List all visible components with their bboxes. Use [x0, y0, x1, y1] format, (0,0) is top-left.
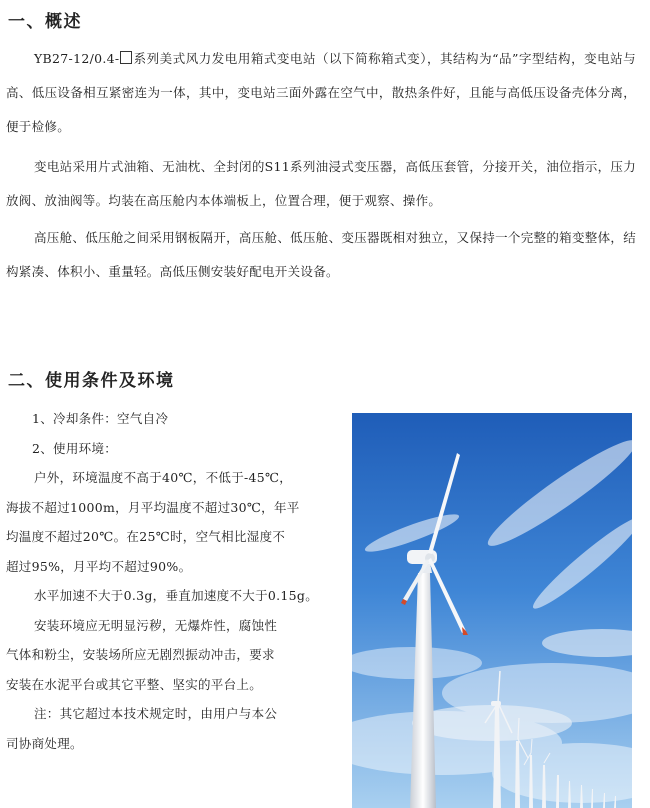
installation-line: 安装在水泥平台或其它平整、坚实的平台上。 — [6, 676, 263, 692]
overview-paragraph-1 — [6, 42, 636, 144]
acceleration-line: 水平加速不大于0.3g，垂直加速度不大于0.15g。 — [34, 588, 319, 603]
section-1-heading: 一、概述 — [8, 12, 82, 32]
installation-line: 安装环境应无明显污秽，无爆炸性，腐蚀性 — [34, 617, 278, 633]
overview-paragraph-1-text: 系列美式风力发电用箱式变电站（以下简称箱式变），其结构为“品”字型结构，变电站与高、低压设备相互紧密连为一体，其中，变电站三面外露在空气中，散热条件好，且能与高低压设备壳体分离，便于检修。 — [6, 51, 636, 134]
environment-line: 超过95%，月平均不超过90%。 — [6, 558, 192, 574]
note-line: 注：其它超过本技术规定时，由用户与本公 — [34, 706, 278, 721]
environment-line: 均温度不超过20℃。在25℃时，空气相比湿度不 — [6, 529, 286, 544]
placeholder-box-icon — [120, 51, 132, 64]
overview-paragraph-2: 变电站采用片式油箱、无油枕、全封闭的S11系列油浸式变压器，高低压套管，分接开关，油位指示，压力放阀、放油阀等。均装在高压舱内本体端板上，位置合理，便于观察、操作。 — [6, 159, 636, 208]
cooling-condition-line: 1、冷却条件：空气自冷 — [32, 411, 169, 426]
environment-label-line: 2、使用环境： — [32, 440, 118, 456]
environment-line: 户外，环境温度不高于40℃，不低于-45℃， — [34, 470, 293, 485]
model-prefix: YB27-12/0.4- — [34, 51, 120, 66]
overview-paragraph-3: 高压舱、低压舱之间采用钢板隔开，高压舱、低压舱、变压器既相对独立，又保持一个完整的箱变整体，结构紧凑、体积小、重量轻。高低压侧安装好配电开关设备。 — [6, 230, 636, 279]
section-2-heading: 二、使用条件及环境 — [8, 371, 175, 391]
installation-line: 气体和粉尘，安装场所应无剧烈振动冲击，要求 — [6, 647, 275, 662]
conditions-text-column — [6, 404, 319, 758]
wind-turbine-photo — [352, 413, 632, 808]
note-line: 司协商处理。 — [6, 735, 83, 751]
environment-line: 海拔不超过1000m，月平均温度不超过30℃，年平 — [6, 499, 300, 515]
